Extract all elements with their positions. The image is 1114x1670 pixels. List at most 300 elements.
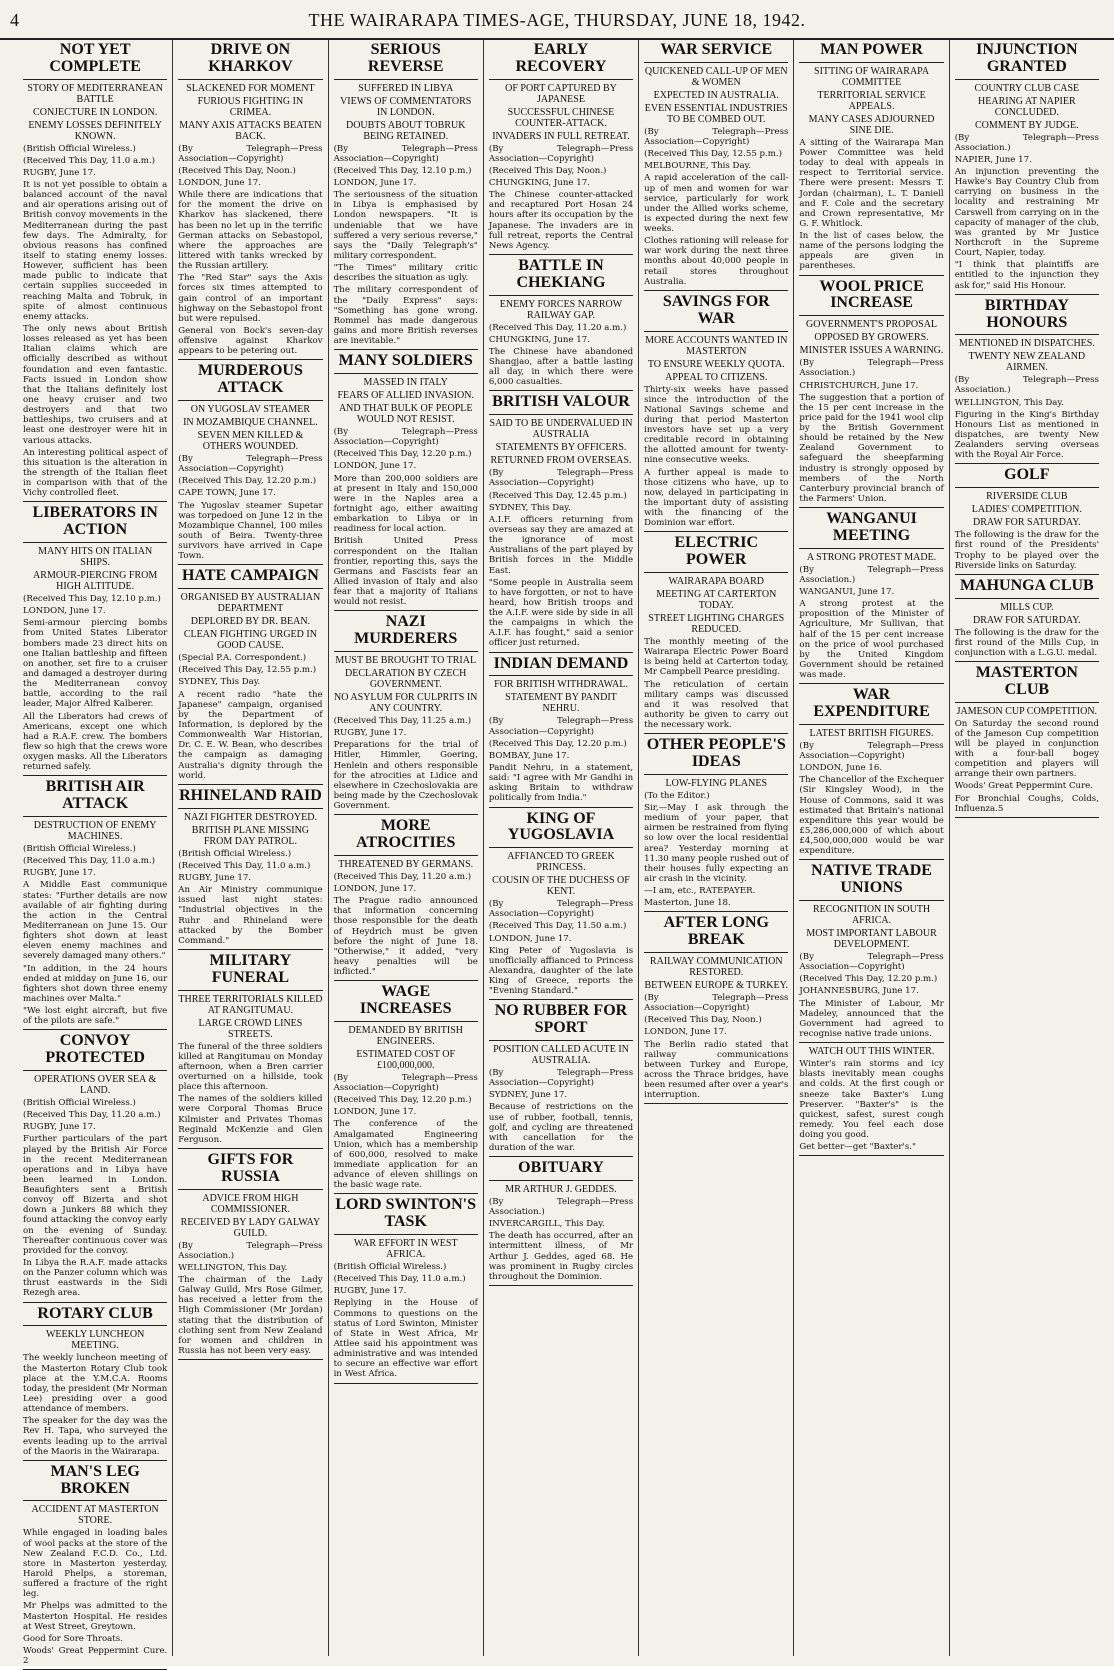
- article-headline: INJUNCTION GRANTED: [976, 41, 1078, 75]
- article-subhead: INVADERS IN FULL RETREAT.: [492, 130, 630, 142]
- article: [644, 737, 788, 912]
- article-subhead: LARGE CROWD LINES STREETS.: [198, 1017, 303, 1040]
- article-headline: NOT YET COMPLETE: [49, 41, 141, 75]
- paragraph: SYDNEY, This Day.: [488, 502, 571, 513]
- paragraph: (By Telegraph—Press Association.): [488, 1196, 634, 1218]
- paragraph: WELLINGTON, This Day.: [178, 1262, 288, 1273]
- article-subhead: MR ARTHUR J. GEDDES.: [505, 1183, 617, 1195]
- article-headline: WAR EXPENDITURE: [813, 686, 930, 721]
- paragraph: The Chancellor of the Exchequer (Sir Kingsley Wood), in the House of Commons, said it was estimated that Britain's national expenditure this year would be £5,286,000,000 of which about £4,500,000,000 would be war expenditure.: [799, 775, 944, 857]
- article-divider: [955, 661, 1099, 662]
- article: [178, 788, 322, 950]
- article-subhead: ON YUGOSLAV STEAMER: [190, 404, 311, 415]
- article-headline: MANY SOLDIERS: [338, 352, 473, 370]
- paragraph: (Received This Day, 11.50 a.m.): [488, 921, 627, 932]
- divider: [23, 1325, 167, 1326]
- article-subhead: ACCIDENT AT MASTERTON STORE.: [31, 1504, 159, 1527]
- article-headline: LORD SWINTON'S TASK: [335, 1196, 477, 1231]
- divider: [799, 548, 943, 549]
- paragraph: CAPE TOWN, June 17.: [178, 488, 276, 499]
- paragraph: The Berlin radio stated that railway communications between Turkey and Europe, across the Thrace bridges, have been resumed after over a year's interruption.: [644, 1039, 789, 1101]
- divider: [955, 702, 1099, 703]
- article-subhead: MANY AXIS ATTACKS BEATEN BACK.: [179, 119, 322, 142]
- paragraph: The speaker for the day was the Rev H. Tapa, who surveyed the events leading up to the arrival of the Maoris in the Wairarapa.: [23, 1416, 168, 1457]
- paragraph: Masterton, June 18.: [644, 898, 731, 909]
- divider: [489, 675, 633, 676]
- paragraph: LONDON, June 17.: [333, 178, 417, 189]
- divider: [178, 990, 322, 991]
- article-subhead: JAMESON CUP COMPETITION.: [956, 705, 1098, 717]
- article-subhead: BETWEEN EUROPE & TURKEY.: [644, 980, 789, 992]
- article: [955, 578, 1099, 662]
- article-divider: [799, 275, 943, 276]
- article-subhead: COUSIN OF THE DUCHESS OF KENT.: [492, 875, 630, 898]
- article-divider: [489, 652, 633, 653]
- article-subhead: COMMENT BY JUDGE.: [975, 119, 1079, 131]
- article: [178, 1152, 322, 1360]
- article-headline: MORE ATROCITIES: [356, 817, 456, 852]
- paragraph: WANGANUI, June 17.: [799, 587, 895, 598]
- paragraph: (Received This Day, 12.20 p.m.): [333, 1095, 472, 1106]
- article-subhead: OPERATIONS OVER SEA & LAND.: [34, 1073, 157, 1096]
- article-headline: WAGE INCREASES: [359, 983, 452, 1018]
- article-headline: WOOL PRICE INCREASE: [819, 277, 924, 312]
- paragraph: While there are indications that for the moment the drive on Kharkov has slackened, there has been no let up in the terrific German attacks on Sebastopol, where the approaches are littered with tanks wrecked by the Russian artillery.: [178, 190, 323, 272]
- article-headline: NO RUBBER FOR SPORT: [494, 1002, 628, 1037]
- article-subhead: CONJECTURE IN LONDON.: [33, 106, 158, 118]
- paragraph: King Peter of Yugoslavia is unofficially affianced to Princess Alexandra, daughter of the late King of Greece, reports the "Evening Standard.": [488, 945, 634, 997]
- article-subhead: NO ASYLUM FOR CULPRITS IN ANY COUNTRY.: [334, 692, 478, 715]
- paragraph: Good for Sore Throats.: [23, 1633, 123, 1644]
- paragraph: The Chinese counter-attacked and recaptured Port Hosan 24 hours after its occupation by the Japanese. The invaders are in full retreat, reports the Central News Agency.: [488, 190, 634, 251]
- article-subhead: ORGANISED BY AUSTRALIAN DEPARTMENT: [180, 592, 321, 615]
- article-headline: ELECTRIC POWER: [674, 534, 759, 569]
- article-subhead: RIVERSIDE CLUB: [986, 491, 1068, 503]
- article-subhead: MILLS CUP.: [1000, 601, 1054, 613]
- article-subhead: ARMOUR-PIERCING FROM HIGH ALTITUDE.: [33, 569, 158, 592]
- article-headline: MILITARY FUNERAL: [209, 951, 292, 986]
- article: [23, 505, 167, 776]
- divider: [644, 952, 788, 953]
- article-subhead: SUCCESSFUL CHINESE COUNTER-ATTACK.: [507, 106, 615, 129]
- article-subhead: TO ENSURE WEEKLY QUOTA.: [647, 358, 785, 370]
- paragraph: NAPIER, June 17.: [954, 154, 1032, 165]
- article-divider: [644, 733, 788, 734]
- paragraph: Thirty-six weeks have passed since the introduction of the National Savings scheme and during that period Masterton investors have set up a very creditable record in obtaining the allotted amount for twenty-nine consecutive weeks.: [644, 384, 789, 466]
- article-headline: MAHUNGA CLUB: [959, 576, 1094, 594]
- divider: [23, 542, 167, 543]
- article-subhead: FEARS OF ALLIED INVASION.: [337, 390, 474, 402]
- paragraph: (Received This Day, 11.0 a.m.): [178, 860, 311, 871]
- paragraph: RUGBY, June 17.: [23, 1122, 96, 1133]
- article-headline: MASTERTON CLUB: [975, 664, 1078, 698]
- column: [18, 40, 173, 1667]
- article-divider: [955, 817, 1099, 818]
- paragraph: "The Times" military critic describes the situation as ugly.: [333, 263, 478, 284]
- article-divider: [799, 683, 943, 684]
- article-headline: MURDEROUS ATTACK: [197, 362, 303, 397]
- article-headline: AFTER LONG BREAK: [663, 914, 769, 949]
- article-subhead: SLACKENED FOR MOMENT: [186, 82, 315, 94]
- article-divider: [334, 1193, 478, 1194]
- article: [489, 811, 633, 1001]
- paragraph: Because of restrictions on the use of rubber, football, tennis, golf, and cycling are threatened with cancellation for the duration of the war.: [488, 1102, 634, 1153]
- divider: [955, 79, 1099, 80]
- article-subhead: ADVICE FROM HIGH COMMISSIONER.: [202, 1192, 299, 1215]
- divider: [334, 1021, 478, 1022]
- paragraph: General von Bock's seven-day offensive against Kharkov appears to be petering out.: [178, 325, 323, 357]
- article-divider: [23, 501, 167, 502]
- article-subhead: QUICKENED CALL-UP OF MEN & WOMEN: [644, 65, 788, 88]
- article-headline: KING OF YUGOSLAVIA: [507, 809, 615, 844]
- article-subhead: STREET LIGHTING CHARGES REDUCED.: [648, 613, 785, 636]
- paragraph: The following is the draw for the first round of the Presidents' Trophy to be played over the Riverside links on Saturday.: [954, 530, 1099, 571]
- article-subhead: AND THAT BULK OF PEOPLE WOULD NOT RESIST.: [338, 403, 473, 426]
- paragraph: (By Telegraph—Press Association—Copyright): [178, 454, 323, 475]
- article: [799, 687, 943, 860]
- paragraph: Winter's rain storms and icy blasts inevitably mean coughs and colds. At the first cough or sneeze take Baxter's Lung Preserver. "Baxter's" is the quickest, safest, surest cough remedy. You feel each dose doing you good.: [799, 1059, 944, 1141]
- divider: [489, 1040, 633, 1041]
- columns: [18, 40, 1104, 1667]
- article-subhead: RECOGNITION IN SOUTH AFRICA.: [812, 904, 931, 927]
- article-subhead: MUST BE BROUGHT TO TRIAL: [335, 655, 477, 667]
- divider: [334, 373, 478, 374]
- paragraph: LONDON, June 17.: [333, 884, 417, 895]
- paragraph: (By Telegraph—Press Association.): [799, 358, 944, 379]
- article-subhead: THREE TERRITORIALS KILLED AT RANGITUMAU.: [178, 993, 323, 1016]
- article-subhead: DESTRUCTION OF ENEMY MACHINES.: [33, 819, 157, 842]
- divider: [644, 62, 788, 63]
- article-subhead: WEEKLY LUNCHEON MEETING.: [45, 1329, 145, 1352]
- paragraph: (Received This Day, 12.55 p.m.): [178, 665, 317, 676]
- article-divider: [334, 980, 478, 981]
- article-subhead: MORE ACCOUNTS WANTED IN MASTERTON: [645, 334, 788, 357]
- article-divider: [799, 507, 943, 508]
- paragraph: The weekly luncheon meeting of the Masterton Rotary Club took place at the Y.M.C.A. Rooms today, the president (Mr Norman Lee) presiding over a good attendance of members.: [23, 1353, 168, 1415]
- paragraph: An interesting political aspect of this situation is the alteration in the strength of the Italian fleet in comparison with that of the Vichy controlled fleet.: [23, 447, 168, 499]
- paragraph: A sitting of the Wairarapa Man Power Committee was held today to deal with appeals in respect to Territorial service. There were present: Messrs T. Jordan (chairman), L. T. Daniell and F. Cole and the secretary and Crown representative, Mr G. F. Whitlock.: [799, 137, 944, 229]
- paragraph: The Yugoslav steamer Supetar was torpedoed on June 12 in the Mozambique Channel, 100 miles south of Beira. Twenty-three survivors have arrived in Cape Town.: [178, 500, 323, 562]
- paragraph: A rapid acceleration of the call-up of men and women for war service, particularly for work under the Allied works scheme, is expected during the next few weeks.: [644, 173, 789, 235]
- article-divider: [644, 531, 788, 532]
- article-headline: GOLF: [1004, 466, 1050, 484]
- paragraph: RUGBY, June 17.: [333, 728, 407, 739]
- article-divider: [334, 814, 478, 815]
- article: [644, 535, 788, 734]
- paragraph: (By Telegraph—Press Association—Copyright): [333, 143, 478, 164]
- article-subhead: WAIRARAPA BOARD: [668, 576, 764, 588]
- article: [489, 42, 633, 255]
- paragraph: LONDON, June 17.: [178, 178, 261, 189]
- paragraph: (Received This Day, 11.20 a.m.): [333, 871, 472, 882]
- paragraph: British United Press correspondent on the Italian frontier, reporting this, says the Germans and Fascists fear an Allied invasion of Italy and also fear that a majority of Italians would not resist.: [333, 536, 478, 608]
- article: [644, 915, 788, 1104]
- article-divider: [644, 290, 788, 291]
- article-subhead: DECLARATION BY CZECH GOVERNMENT.: [345, 668, 467, 691]
- divider: [178, 400, 322, 401]
- paragraph: Woods' Great Peppermint Cure.: [954, 781, 1093, 792]
- article-headline: LIBERATORS IN ACTION: [32, 504, 158, 539]
- paragraph: BOMBAY, June 17.: [488, 750, 570, 761]
- article-divider: [23, 1302, 167, 1303]
- divider: [178, 1189, 322, 1190]
- paragraph: —I am, etc., RATEPAYER.: [644, 886, 756, 897]
- divider: [799, 315, 943, 316]
- article-subhead: DRAW FOR SATURDAY.: [973, 517, 1081, 529]
- article-divider: [955, 574, 1099, 575]
- article-subhead: MASSED IN ITALY: [363, 377, 448, 389]
- article-headline: NAZI MURDERERS: [354, 613, 458, 648]
- article-subhead: A STRONG PROTEST MADE.: [806, 551, 937, 563]
- paragraph: (Received This Day, 11.20 a.m.): [23, 1110, 161, 1121]
- article-subhead: MANY HITS ON ITALIAN SHIPS.: [38, 545, 153, 568]
- article-divider: [178, 359, 322, 360]
- paragraph: RUGBY, June 17.: [23, 167, 96, 178]
- paragraph: Sir,—May I ask through the medium of your paper, that airmen be restrained from flying so low over the local residential area? Yesterday morning at 11.30 many people rushed out of their houses fully expecting an air crash in the vicinity.: [644, 803, 789, 885]
- article-subhead: RECEIVED BY LADY GALWAY GUILD.: [180, 1216, 321, 1239]
- article-subhead: STATEMENTS BY OFFICERS.: [495, 442, 627, 454]
- divider: [334, 651, 478, 652]
- paragraph: (Received This Day, 12.20 p.m.): [488, 738, 627, 749]
- paragraph: The only news about British losses released as yet has been Italian claims which are officially described as without foundation and even fantastic. Facts issued in London show that the Italians definitely lost one heavy cruiser and two destroyers and that two battleships, two cruisers and at least one destroyer were hit in various attacks.: [23, 323, 168, 446]
- divider: [955, 487, 1099, 488]
- paragraph: A Middle East communique states: "Further details are now available of air fighting during the action in the Central Mediterranean on June 15. Our fighters shot down at least eleven enemy machines and severely damaged many others.": [23, 880, 168, 962]
- article: [799, 863, 943, 1043]
- article: [955, 42, 1099, 295]
- paragraph: (By Telegraph—Press Association.): [799, 564, 944, 585]
- article-headline: OBITUARY: [518, 1159, 604, 1177]
- article-headline: BRITISH VALOUR: [492, 393, 630, 411]
- article-divider: [489, 999, 633, 1000]
- article-subhead: VIEWS OF COMMENTATORS IN LONDON.: [340, 95, 472, 118]
- paragraph: WELLINGTON, This Day.: [954, 397, 1064, 408]
- article-divider: [23, 1029, 167, 1030]
- divider: [955, 598, 1099, 599]
- article-headline: EARLY RECOVERY: [515, 41, 607, 75]
- article-headline: BRITISH AIR ATTACK: [45, 778, 145, 813]
- paragraph: "In addition, in the 24 hours ended at midday on June 16, our fighters shot down three enemy machines over Malta.": [23, 963, 168, 1004]
- paragraph: The death has occurred, after an intermittent illness, of Mr Arthur J. Geddes, aged 68. He was prominent in Rugby circles throughout the Dominion.: [488, 1231, 634, 1282]
- paragraph: LONDON, June 17.: [333, 461, 417, 472]
- article: [334, 614, 478, 815]
- paragraph: CHUNGKING, June 17.: [488, 178, 590, 189]
- paragraph: "Some people in Australia seem to have forgotten, or not to have heard, how British troops and the A.I.F. were side by side in all the campaigns in which the A.I.F. has fought," said a senior officer just returned.: [488, 577, 634, 649]
- article-divider: [178, 1148, 322, 1149]
- paragraph: (Received This Day, 12.45 p.m.): [488, 490, 627, 501]
- article: [334, 353, 478, 611]
- article-headline: GIFTS FOR RUSSIA: [207, 1150, 294, 1185]
- article-headline: CONVOY PROTECTED: [45, 1032, 145, 1067]
- article-subhead: SEVEN MEN KILLED & OTHERS WOUNDED.: [197, 430, 304, 452]
- article-subhead: LADIES' COMPETITION.: [971, 504, 1082, 516]
- article-divider: [178, 784, 322, 785]
- divider: [489, 295, 633, 296]
- article-subhead: DEMANDED BY BRITISH ENGINEERS.: [348, 1024, 464, 1047]
- paragraph: (By Telegraph—Press Association—Copyright): [644, 993, 789, 1014]
- paragraph: (To the Editor.): [644, 790, 710, 801]
- paragraph: RUGBY, June 17.: [333, 1286, 407, 1297]
- article-headline: MAN'S LEG BROKEN: [50, 1462, 140, 1497]
- article: [23, 779, 167, 1030]
- paragraph: A.I.F. officers returning from overseas say they are amazed at the ignorance of most Australians of the part played by British forces in the Middle East.: [488, 514, 634, 576]
- paragraph: Further particulars of the part played by the British Air Force in the recent Mediterranean operations and in Libya have been learned in London. Beaufighters sent a British convoy off Bizerta and shot down a Junkers 88 which they found attacking the convoy early on the evening of Sunday. Thereafter continuous cover was provided for the convoy.: [23, 1134, 168, 1256]
- article-headline: NATIVE TRADE UNIONS: [811, 862, 932, 897]
- article-headline: MAN POWER: [820, 41, 923, 58]
- divider: [23, 1070, 167, 1071]
- article: [955, 665, 1099, 818]
- article-subhead: MANY CASES ADJOURNED SINE DIE.: [808, 113, 935, 136]
- paragraph: (By Telegraph—Press Association.): [178, 1240, 323, 1261]
- column: [173, 40, 328, 1656]
- paragraph: For Bronchial Coughs, Colds, Influenza.5: [954, 793, 1099, 814]
- paragraph: The military correspondent of the "Daily Express" says: "Something has gone wrong. Rommel has made dangerous gains and more British reverses are inevitable.": [333, 285, 478, 347]
- article-subhead: MINISTER ISSUES A WARNING.: [799, 345, 944, 357]
- paragraph: All the Liberators had crews of Americans, except one which had a R.A.F. crew. The bombers flew so high that the crews wore oxygen masks. All the Liberators returned safely.: [23, 711, 168, 773]
- article-subhead: OPPOSED BY GROWERS.: [814, 332, 929, 344]
- article-subhead: TERRITORIAL SERVICE APPEALS.: [817, 89, 926, 112]
- paragraph: (Received This Day, 11.20 a.m.): [488, 322, 627, 333]
- divider: [23, 1500, 167, 1501]
- divider: [799, 724, 943, 725]
- article-headline: BIRTHDAY HONOURS: [984, 296, 1069, 331]
- article-divider: [799, 1042, 943, 1043]
- article: [23, 1464, 167, 1670]
- article-subhead: OF PORT CAPTURED BY JAPANESE: [505, 82, 617, 105]
- paragraph: (Received This Day, 11.0 a.m.): [333, 1274, 466, 1285]
- article-subhead: MEETING AT CARTERTON TODAY.: [656, 589, 777, 612]
- paragraph: CHRISTCHURCH, June 17.: [799, 380, 919, 391]
- paragraph: A recent radio "hate the Japanese" campaign, organised by the Department of Information, is deplored by the Commonwealth War Historian, Dr. C. E. W. Bean, who describes the campaign as damaging Australia's dignity through the world.: [178, 689, 323, 781]
- paragraph: Preparations for the trial of Hitler, Himmler, Goering, Henlein and others responsible for the atrocities at Lidice and elsewhere in Czechoslovakia are being made by the Czechoslovak Government.: [333, 740, 478, 812]
- paragraph: (By Telegraph—Press Association.): [954, 132, 1099, 153]
- paragraph: An injunction preventing the Hawke's Bay Country Club from carrying on business in the locality and restraining Mr Carswell from carrying on in the capacity of manager of the club, was granted by Mr Justice Northcroft in the Supreme Court, Napier, today.: [954, 167, 1099, 259]
- paragraph: SYDNEY, This Day.: [178, 677, 261, 688]
- column: [950, 40, 1104, 1656]
- article-subhead: TWENTY NEW ZEALAND AIRMEN.: [968, 351, 1086, 374]
- article: [334, 1197, 478, 1383]
- paragraph: The "Red Star" says the Axis forces six times attempted to gain control of an important highway on the Sebastopol front but were repulsed.: [178, 273, 323, 324]
- paragraph: The funeral of the three soldiers killed at Rangitumau on Monday afternoon, when a Bren carrier overturned on a hillside, took place this afternoon.: [178, 1041, 323, 1093]
- article-headline: ROTARY CLUB: [37, 1304, 153, 1322]
- paragraph: (By Telegraph—Press Association—Copyright): [488, 899, 634, 920]
- article-subhead: FURIOUS FIGHTING IN CRIMEA.: [197, 95, 304, 118]
- paragraph: More than 200,000 soldiers are at present in Italy and 150,000 were in the Naples area a fortnight ago, either awaiting embarkation to Libya or in readiness for local action.: [333, 473, 478, 535]
- paragraph: (British Official Wireless.): [333, 1262, 447, 1273]
- paragraph: (Received This Day, 12.20 p.m.): [178, 476, 317, 487]
- article-subhead: STORY OF MEDITERRANEAN BATTLE: [27, 82, 163, 105]
- divider: [644, 572, 788, 573]
- paragraph: Semi-armour piercing bombs from United States Liberator bombers made 23 direct hits on one Italian battleship and fifteen on another, set fire to a cruiser and damaged a destroyer during the Mediterranean convoy battle, according to the rail leader, Major Alfred Kalberer.: [23, 618, 168, 710]
- article: [489, 394, 633, 652]
- article-subhead: SAID TO BE UNDERVALUED IN AUSTRALIA: [489, 418, 633, 441]
- paragraph: While engaged in loading bales of wool packs at the store of the New Zealand F.C.D. Co., Ltd. store in Masterton yesterday, Harold Phelps, a storeman, suffered a fracture of the right leg.: [23, 1528, 168, 1600]
- paragraph: A strong protest at the proposition of the Minister of Agriculture, Mr Sullivan, that half of the 15 per cent increase on the price of wool purchased by the United Kingdom Government should be retained was made.: [799, 599, 944, 681]
- article: [334, 984, 478, 1194]
- paragraph: Pandit Nehru, in a statement, said: "I agree with Mr Gandhi in asking Britain to withdraw politically from India.": [488, 762, 634, 804]
- paragraph: In the list of cases below, the name of the persons lodging the appeals are given in parentheses.: [799, 231, 944, 272]
- article-divider: [178, 1359, 322, 1360]
- article-headline: DRIVE ON KHARKOV: [208, 41, 293, 75]
- article-headline: SERIOUS REVERSE: [367, 41, 444, 75]
- article-subhead: DOUBTS ABOUT TOBRUK BEING RETAINED.: [345, 119, 466, 142]
- paragraph: RUGBY, June 17.: [23, 868, 96, 879]
- article-headline: OTHER PEOPLE'S IDEAS: [646, 736, 786, 771]
- column: [794, 40, 949, 1656]
- article-headline: RHINELAND RAID: [179, 786, 322, 804]
- divider: [644, 774, 788, 775]
- paragraph: (Received This Day, 12.55 p.m.): [644, 149, 783, 160]
- article-divider: [644, 1103, 788, 1104]
- paragraph: (By Telegraph—Press Association—Copyright): [488, 143, 634, 164]
- article-subhead: EVEN ESSENTIAL INDUSTRIES TO BE COMBED OUT.: [644, 102, 788, 125]
- paragraph: (By Telegraph—Press Association—Copyright): [488, 1068, 634, 1089]
- article: [23, 1033, 167, 1302]
- paragraph: It is not yet possible to obtain a balanced account of the naval and air operations arising out of British convoy movements in the Mediterranean during the past few days. The Admiralty, for obvious reasons has confined itself to stating enemy losses. However, sufficient has been made public to indicate that certain supplies succeeded in reaching Malta and Tobruk, in spite of almost continuous enemy attacks.: [23, 180, 168, 322]
- article-subhead: BRITISH PLANE MISSING FROM DAY PATROL.: [191, 824, 310, 847]
- paragraph: (By Telegraph—Press Association—Copyright): [799, 740, 944, 762]
- article-headline: INDIAN DEMAND: [493, 654, 629, 672]
- paragraph: The conference of the Amalgamated Engineering Union, which has a membership of 600,000, resolved to make immediate application for an advance of eleven shillings on the basic wage rate.: [333, 1119, 478, 1191]
- paragraph: On Saturday the second round of the Jameson Cup competition will be played in conjunction with a four-ball bogey competition and players will arrange their own partners.: [954, 718, 1099, 780]
- article: [178, 953, 322, 1149]
- article-subhead: WAR EFFORT IN WEST AFRICA.: [353, 1238, 458, 1261]
- article-subhead: WATCH OUT THIS WINTER.: [808, 1046, 935, 1058]
- divider: [334, 79, 478, 80]
- article: [23, 42, 167, 502]
- paragraph: LONDON, June 17.: [644, 1027, 727, 1038]
- paragraph: Replying in the House of Commons to questions on the status of Lord Swinton, Minister of State in West Africa, Mr Attlee said his appointment was administrative and was intended to secure an effective war effort in West Africa.: [333, 1298, 478, 1380]
- divider: [334, 1234, 478, 1235]
- paragraph: (British Official Wireless.): [23, 1097, 136, 1108]
- paragraph: Clothes rationing will release for war work during the next three months about 40,000 people in retail stores throughout Australia.: [644, 236, 789, 287]
- paragraph: (By Telegraph—Press Association—Copyright): [488, 716, 634, 737]
- paragraph: Figuring in the King's Birthday Honours List as mentioned in dispatches, are twenty New Zealanders serving overseas with the Royal Air Force.: [954, 409, 1099, 461]
- paragraph: (Received This Day, Noon.): [488, 165, 607, 176]
- article: [644, 294, 788, 533]
- article-divider: [955, 463, 1099, 464]
- paragraph: LONDON, June 17.: [333, 1107, 417, 1118]
- column: [329, 40, 484, 1656]
- divider: [489, 1180, 633, 1181]
- paragraph: "I think that plaintiffs are entitled to the injunction they ask for," said His Honour.: [954, 260, 1099, 291]
- divider: [799, 900, 943, 901]
- paragraph: (British Official Wireless.): [23, 843, 136, 854]
- article: [489, 1160, 633, 1286]
- divider: [23, 79, 167, 80]
- article: [334, 42, 478, 350]
- article-subhead: RAILWAY COMMUNICATION RESTORED.: [649, 956, 783, 979]
- masthead: [0, 0, 1114, 40]
- article-subhead: NAZI FIGHTER DESTROYED.: [183, 811, 317, 823]
- paragraph: The names of the soldiers killed were Corporal Thomas Bruce Kilmister and Privates Thomas Reginald McKenzie and Glen Ferguson.: [178, 1094, 323, 1145]
- article: [799, 511, 943, 684]
- page-number: 4: [10, 10, 19, 30]
- paragraph: Get better—get "Baxter's.": [799, 1142, 916, 1153]
- paragraph: The Prague radio announced that information concerning those responsible for the death of Heydrich must be given before the night of June 18. "Otherwise," it added, "very heavy penalties will be inflicted.": [333, 896, 478, 978]
- paragraph: (Received This Day, 12.20 p.m.): [799, 974, 938, 985]
- paragraph: The following is the draw for the first round of the Mills Cup, in conjunction with a L.G.U. medal.: [954, 627, 1099, 658]
- article-subhead: THREATENED BY GERMANS.: [338, 858, 474, 870]
- divider: [489, 79, 633, 80]
- article-divider: [489, 390, 633, 391]
- paragraph: (Received This Day, 12.20 p.m.): [333, 449, 472, 460]
- article-subhead: ENEMY FORCES NARROW RAILWAY GAP.: [499, 298, 623, 321]
- article: [489, 1003, 633, 1157]
- article-divider: [178, 949, 322, 950]
- paragraph: (Received This Day, 11.0 a.m.): [23, 856, 156, 867]
- article: [799, 279, 943, 509]
- divider: [489, 414, 633, 415]
